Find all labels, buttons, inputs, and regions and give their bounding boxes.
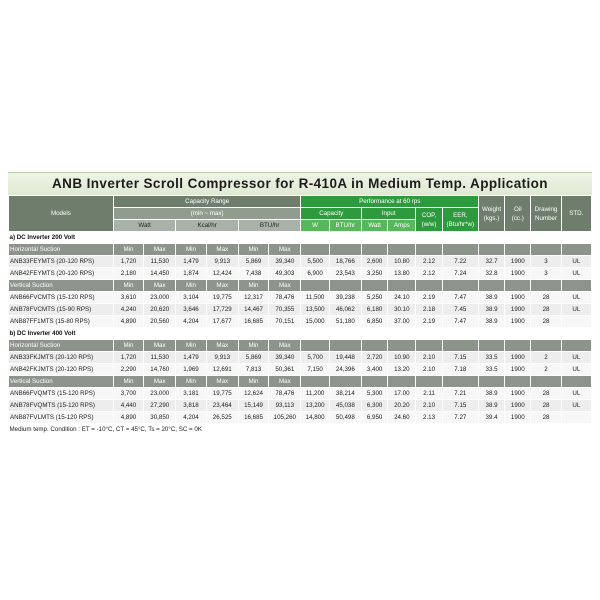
empty-cell xyxy=(388,376,416,388)
value-cell: 2.18 xyxy=(416,304,442,316)
value-cell: 4,440 xyxy=(113,400,143,412)
value-cell: 7.21 xyxy=(442,388,478,400)
value-cell: 38.9 xyxy=(478,388,504,400)
value-cell: 23,000 xyxy=(144,292,176,304)
table-row xyxy=(9,364,592,376)
empty-cell xyxy=(478,340,504,352)
min-label: Min xyxy=(238,376,268,388)
value-cell: 23,000 xyxy=(144,388,176,400)
empty-cell xyxy=(531,376,561,388)
value-cell: 24.10 xyxy=(388,292,416,304)
value-cell: 17,677 xyxy=(206,316,238,328)
min-label: Min xyxy=(238,340,268,352)
value-cell: 30.10 xyxy=(388,304,416,316)
value-cell: 30,850 xyxy=(144,412,176,424)
value-cell: 20.20 xyxy=(388,400,416,412)
min-label: Min xyxy=(176,340,206,352)
max-label: Max xyxy=(144,280,176,292)
section-row xyxy=(9,328,592,340)
value-cell: 6,950 xyxy=(361,412,387,424)
capacity-range-header: Capacity Range xyxy=(113,196,301,208)
value-cell: 2,720 xyxy=(361,352,387,364)
min-label: Min xyxy=(176,244,206,256)
value-cell: 7.24 xyxy=(442,268,478,280)
value-cell: 1900 xyxy=(505,412,531,424)
value-cell: 14,760 xyxy=(144,364,176,376)
value-cell: 9,913 xyxy=(206,256,238,268)
value-cell: UL xyxy=(561,268,591,280)
value-cell: 7.18 xyxy=(442,364,478,376)
value-cell: 45,038 xyxy=(329,400,361,412)
empty-cell xyxy=(442,376,478,388)
min-label: Min xyxy=(113,376,143,388)
value-cell: 32.7 xyxy=(478,256,504,268)
value-cell: 13.20 xyxy=(388,364,416,376)
value-cell: 7,813 xyxy=(238,364,268,376)
table-row xyxy=(9,400,592,412)
max-label: Max xyxy=(206,340,238,352)
value-cell: UL xyxy=(561,304,591,316)
value-cell: 4,204 xyxy=(176,412,206,424)
value-cell: 18,766 xyxy=(329,256,361,268)
condition-row xyxy=(9,424,592,436)
value-cell: 13,200 xyxy=(301,400,329,412)
input-header: Input xyxy=(361,208,415,220)
value-cell: 38,214 xyxy=(329,388,361,400)
min-label: Min xyxy=(113,280,143,292)
subheader-row xyxy=(9,376,592,388)
value-cell: 3,818 xyxy=(176,400,206,412)
empty-cell xyxy=(361,376,387,388)
empty-cell xyxy=(531,280,561,292)
value-cell: 2.12 xyxy=(416,256,442,268)
value-cell: 70,355 xyxy=(269,304,301,316)
value-cell: 5,869 xyxy=(238,256,268,268)
value-cell: 7,438 xyxy=(238,268,268,280)
empty-cell xyxy=(301,340,329,352)
group-label: Vertical Suction xyxy=(9,376,114,388)
value-cell: 39,340 xyxy=(269,256,301,268)
value-cell: 28 xyxy=(531,412,561,424)
empty-cell xyxy=(505,376,531,388)
empty-cell xyxy=(388,244,416,256)
value-cell: 7.47 xyxy=(442,292,478,304)
value-cell: 6,850 xyxy=(361,316,387,328)
value-cell: 2,180 xyxy=(113,268,143,280)
value-cell: 17.00 xyxy=(388,388,416,400)
value-cell: 49,303 xyxy=(269,268,301,280)
value-cell: 1900 xyxy=(505,292,531,304)
empty-cell xyxy=(388,340,416,352)
std-header: STD. xyxy=(561,196,591,232)
value-cell: 10.80 xyxy=(388,256,416,268)
empty-cell xyxy=(388,280,416,292)
value-cell: 23,543 xyxy=(329,268,361,280)
model-name: ANB87FVLMTS (15-120 RPS) xyxy=(9,412,114,424)
value-cell: 1,479 xyxy=(176,352,206,364)
empty-cell xyxy=(416,340,442,352)
empty-cell xyxy=(329,376,361,388)
table-row xyxy=(9,256,592,268)
value-cell: UL xyxy=(561,400,591,412)
value-cell: 33.5 xyxy=(478,364,504,376)
value-cell: 37.00 xyxy=(388,316,416,328)
empty-cell xyxy=(301,280,329,292)
value-cell: 12,624 xyxy=(238,388,268,400)
value-cell: 39,340 xyxy=(269,352,301,364)
value-cell: 1900 xyxy=(505,316,531,328)
value-cell: 1900 xyxy=(505,388,531,400)
value-cell: 78,476 xyxy=(269,292,301,304)
value-cell: 7.47 xyxy=(442,316,478,328)
max-label: Max xyxy=(206,280,238,292)
value-cell: 28 xyxy=(531,400,561,412)
table-row xyxy=(9,316,592,328)
model-name: ANB33FKJMTS (20-120 RPS) xyxy=(9,352,114,364)
empty-cell xyxy=(478,376,504,388)
value-cell: 50,498 xyxy=(329,412,361,424)
table-row xyxy=(9,292,592,304)
value-cell: 23,464 xyxy=(206,400,238,412)
empty-cell xyxy=(531,244,561,256)
value-cell: UL xyxy=(561,292,591,304)
value-cell: 38.9 xyxy=(478,292,504,304)
model-name: ANB66FVCMTS (15-120 RPS) xyxy=(9,292,114,304)
model-name: ANB42FEYMTS (20-120 RPS) xyxy=(9,268,114,280)
value-cell: 2.10 xyxy=(416,352,442,364)
value-cell: 1900 xyxy=(505,256,531,268)
eer-header: EER, (Btu/hr*w) xyxy=(442,208,478,232)
section-title: a) DC Inverter 200 Volt xyxy=(9,232,592,244)
value-cell: 4,890 xyxy=(113,316,143,328)
group-label: Vertical Suction xyxy=(9,280,114,292)
performance-header: Performance at 60 rps xyxy=(301,196,478,208)
empty-cell xyxy=(416,376,442,388)
value-cell: 28 xyxy=(531,316,561,328)
value-cell: UL xyxy=(561,352,591,364)
value-cell: 1900 xyxy=(505,364,531,376)
value-cell: 1,720 xyxy=(113,352,143,364)
empty-cell xyxy=(478,244,504,256)
value-cell: 16,685 xyxy=(238,412,268,424)
value-cell: 24,396 xyxy=(329,364,361,376)
value-cell: 6,900 xyxy=(301,268,329,280)
max-label: Max xyxy=(206,376,238,388)
value-cell: 5,700 xyxy=(301,352,329,364)
empty-cell xyxy=(561,280,591,292)
models-header: Models xyxy=(9,196,114,232)
table-title: ANB Inverter Scroll Compressor for R-410A in Medium Temp. Application xyxy=(8,172,592,195)
value-cell: 2.10 xyxy=(416,364,442,376)
value-cell: 7.15 xyxy=(442,400,478,412)
empty-cell xyxy=(442,244,478,256)
min-label: Min xyxy=(238,244,268,256)
value-cell: 19,775 xyxy=(206,388,238,400)
max-label: Max xyxy=(269,280,301,292)
value-cell: 5,300 xyxy=(361,388,387,400)
value-cell: 2 xyxy=(531,364,561,376)
empty-cell xyxy=(531,340,561,352)
empty-cell xyxy=(329,340,361,352)
watt-header: Watt xyxy=(113,220,176,232)
empty-cell xyxy=(301,376,329,388)
value-cell: 20,560 xyxy=(144,316,176,328)
drawing-header: Drawing Number xyxy=(531,196,561,232)
condition-note: Medium temp. Condition : ET = -10°C, CT = 45°C, Ts = 20°C, SC = 0K xyxy=(9,424,592,436)
value-cell: 3,610 xyxy=(113,292,143,304)
value-cell: 7.45 xyxy=(442,304,478,316)
model-name: ANB78FVQMTS (15-120 RPS) xyxy=(9,400,114,412)
model-name: ANB87FF1MTS (15-80 RPS) xyxy=(9,316,114,328)
value-cell: 2.19 xyxy=(416,316,442,328)
group-label: Horizontal Suction xyxy=(9,340,114,352)
spec-sheet xyxy=(8,172,592,435)
value-cell: 11,530 xyxy=(144,352,176,364)
value-cell: 11,500 xyxy=(301,292,329,304)
value-cell: 13,500 xyxy=(301,304,329,316)
value-cell: 3,400 xyxy=(361,364,387,376)
empty-cell xyxy=(301,244,329,256)
value-cell: 7.27 xyxy=(442,412,478,424)
value-cell: 28 xyxy=(531,304,561,316)
empty-cell xyxy=(329,280,361,292)
spec-table-body xyxy=(9,232,592,436)
value-cell: 14,800 xyxy=(301,412,329,424)
empty-cell xyxy=(416,244,442,256)
value-cell: 12,317 xyxy=(238,292,268,304)
empty-cell xyxy=(416,280,442,292)
table-row xyxy=(9,352,592,364)
value-cell: 1,969 xyxy=(176,364,206,376)
model-name: ANB42FKJMTS (20-120 RPS) xyxy=(9,364,114,376)
value-cell: 32.8 xyxy=(478,268,504,280)
empty-cell xyxy=(361,340,387,352)
kcal-header: Kcal/hr xyxy=(176,220,239,232)
value-cell: 1,874 xyxy=(176,268,206,280)
value-cell: 1,479 xyxy=(176,256,206,268)
weight-header: Weight (kgs.) xyxy=(478,196,504,232)
section-row xyxy=(9,232,592,244)
w-header: W xyxy=(301,220,329,232)
value-cell: 7.22 xyxy=(442,256,478,268)
value-cell: UL xyxy=(561,256,591,268)
value-cell: 39,238 xyxy=(329,292,361,304)
value-cell: 5,250 xyxy=(361,292,387,304)
value-cell: 5,500 xyxy=(301,256,329,268)
value-cell xyxy=(561,412,591,424)
value-cell: 4,240 xyxy=(113,304,143,316)
value-cell: UL xyxy=(561,388,591,400)
value-cell: 4,204 xyxy=(176,316,206,328)
value-cell: 38.9 xyxy=(478,316,504,328)
value-cell: 14,467 xyxy=(238,304,268,316)
min-label: Min xyxy=(113,340,143,352)
value-cell: 2.19 xyxy=(416,292,442,304)
btu-header: BTU/hr xyxy=(238,220,301,232)
value-cell xyxy=(561,316,591,328)
empty-cell xyxy=(561,376,591,388)
value-cell: 2,600 xyxy=(361,256,387,268)
value-cell: 6,300 xyxy=(361,400,387,412)
value-cell: 4,890 xyxy=(113,412,143,424)
value-cell: 5,869 xyxy=(238,352,268,364)
max-label: Max xyxy=(206,244,238,256)
max-label: Max xyxy=(144,340,176,352)
value-cell: 15,000 xyxy=(301,316,329,328)
value-cell: 9,913 xyxy=(206,352,238,364)
subheader-row xyxy=(9,280,592,292)
capacity-header: Capacity xyxy=(301,208,362,220)
value-cell: 12,424 xyxy=(206,268,238,280)
table-row xyxy=(9,304,592,316)
value-cell: 33.5 xyxy=(478,352,504,364)
empty-cell xyxy=(361,244,387,256)
value-cell: 7,150 xyxy=(301,364,329,376)
min-label: Min xyxy=(113,244,143,256)
value-cell: 2.11 xyxy=(416,388,442,400)
value-cell: 105,260 xyxy=(269,412,301,424)
value-cell: 46,062 xyxy=(329,304,361,316)
value-cell: 11,200 xyxy=(301,388,329,400)
value-cell: 38.9 xyxy=(478,304,504,316)
max-label: Max xyxy=(269,244,301,256)
value-cell: 19,448 xyxy=(329,352,361,364)
section-title: b) DC Inverter 400 Volt xyxy=(9,328,592,340)
value-cell: 39.4 xyxy=(478,412,504,424)
value-cell: 26,525 xyxy=(206,412,238,424)
value-cell: 7.15 xyxy=(442,352,478,364)
cop-header: COP, (w/w) xyxy=(416,208,442,232)
btuhr-header: BTU/hr xyxy=(329,220,361,232)
empty-cell xyxy=(478,280,504,292)
value-cell: 2.12 xyxy=(416,268,442,280)
min-label: Min xyxy=(238,280,268,292)
spec-table xyxy=(8,195,592,435)
value-cell: 3 xyxy=(531,256,561,268)
value-cell: 19,775 xyxy=(206,292,238,304)
oil-header: Oil (cc.) xyxy=(505,196,531,232)
value-cell: UL xyxy=(561,364,591,376)
model-name: ANB66FVQMTS (15-120 RPS) xyxy=(9,388,114,400)
value-cell: 3,250 xyxy=(361,268,387,280)
value-cell: 27,290 xyxy=(144,400,176,412)
empty-cell xyxy=(561,244,591,256)
value-cell: 11,530 xyxy=(144,256,176,268)
subheader-row xyxy=(9,340,592,352)
value-cell: 50,361 xyxy=(269,364,301,376)
max-label: Max xyxy=(144,376,176,388)
empty-cell xyxy=(505,340,531,352)
value-cell: 16,685 xyxy=(238,316,268,328)
empty-cell xyxy=(442,280,478,292)
max-label: Max xyxy=(144,244,176,256)
table-row xyxy=(9,388,592,400)
model-name: ANB33FEYMTS (20-120 RPS) xyxy=(9,256,114,268)
value-cell: 28 xyxy=(531,292,561,304)
value-cell: 1900 xyxy=(505,352,531,364)
value-cell: 6,180 xyxy=(361,304,387,316)
value-cell: 2.13 xyxy=(416,412,442,424)
max-label: Max xyxy=(269,376,301,388)
value-cell: 10.90 xyxy=(388,352,416,364)
value-cell: 1900 xyxy=(505,268,531,280)
value-cell: 14,450 xyxy=(144,268,176,280)
max-label: Max xyxy=(269,340,301,352)
table-row xyxy=(9,412,592,424)
value-cell: 1,720 xyxy=(113,256,143,268)
value-cell: 3,181 xyxy=(176,388,206,400)
value-cell: 51,180 xyxy=(329,316,361,328)
value-cell: 38.9 xyxy=(478,400,504,412)
value-cell: 93,113 xyxy=(269,400,301,412)
subheader-row xyxy=(9,244,592,256)
value-cell: 3,104 xyxy=(176,292,206,304)
value-cell: 17,729 xyxy=(206,304,238,316)
value-cell: 2 xyxy=(531,352,561,364)
min-max-header: (min ~ max) xyxy=(113,208,301,220)
value-cell: 15,149 xyxy=(238,400,268,412)
empty-cell xyxy=(505,244,531,256)
amps-header: Amps xyxy=(388,220,416,232)
value-cell: 28 xyxy=(531,388,561,400)
empty-cell xyxy=(442,340,478,352)
value-cell: 3,700 xyxy=(113,388,143,400)
table-row xyxy=(9,268,592,280)
value-cell: 20,620 xyxy=(144,304,176,316)
value-cell: 78,476 xyxy=(269,388,301,400)
value-cell: 3 xyxy=(531,268,561,280)
min-label: Min xyxy=(176,280,206,292)
value-cell: 2,290 xyxy=(113,364,143,376)
group-label: Horizontal Suction xyxy=(9,244,114,256)
value-cell: 70,151 xyxy=(269,316,301,328)
value-cell: 13.80 xyxy=(388,268,416,280)
empty-cell xyxy=(329,244,361,256)
value-cell: 3,646 xyxy=(176,304,206,316)
empty-cell xyxy=(505,280,531,292)
min-label: Min xyxy=(176,376,206,388)
empty-cell xyxy=(561,340,591,352)
value-cell: 1900 xyxy=(505,400,531,412)
value-cell: 24.60 xyxy=(388,412,416,424)
value-cell: 2.10 xyxy=(416,400,442,412)
input-watt-header: Watt xyxy=(361,220,387,232)
model-name: ANB78FVCMTS (15-90 RPS) xyxy=(9,304,114,316)
value-cell: 12,691 xyxy=(206,364,238,376)
empty-cell xyxy=(361,280,387,292)
value-cell: 1900 xyxy=(505,304,531,316)
